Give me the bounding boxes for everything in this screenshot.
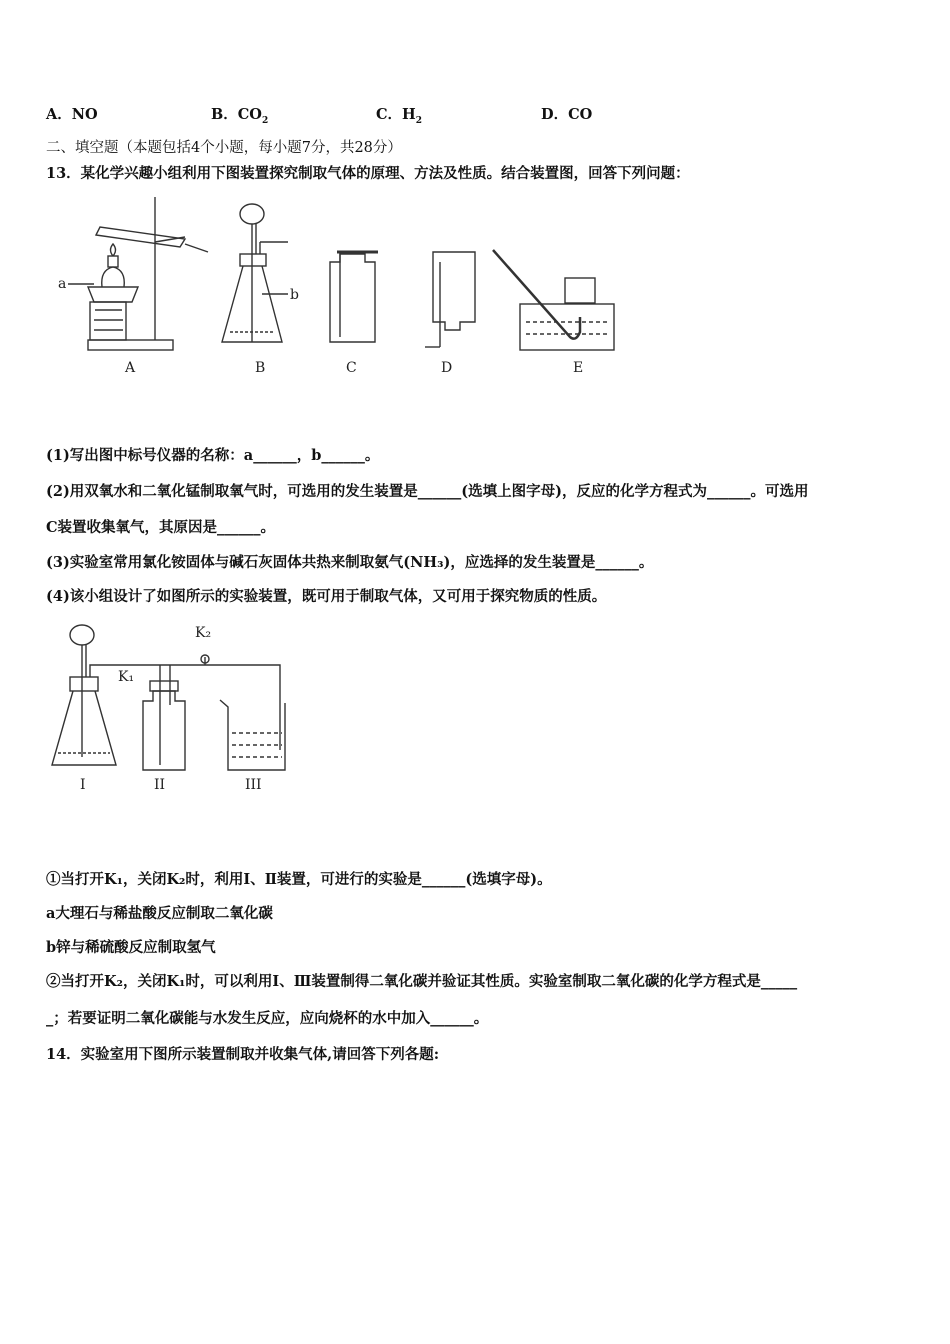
label-i: I	[80, 777, 86, 793]
label-B: B	[255, 360, 266, 376]
option-b: B．$CO_2$	[211, 106, 269, 126]
section-title: 二、填空题（本题包括4个小题，每小题7分，共28分）	[46, 140, 402, 156]
option-d: D．CO	[541, 106, 593, 123]
q13-sub2-line1: ②当打开K₂，关闭K₁时，可以利用Ⅰ、Ⅲ装置制得二氧化碳并验证其性质。实验室制取二氧化碳的化学方程式是_____	[46, 973, 798, 990]
q13-part4: (4)该小组设计了如图所示的实验装置，既可用于制取气体，又可用于探究物质的性质。	[46, 588, 607, 605]
apparatus-c	[330, 252, 378, 376]
beaker-iii	[220, 700, 285, 793]
q13-sub2-line2: _；若要证明二氧化碳能与水发生反应，应向烧杯的水中加入______。	[46, 1010, 489, 1027]
label-C: C	[346, 360, 357, 376]
label-b: b	[290, 287, 299, 303]
label-ii: II	[154, 777, 166, 793]
q13-part2-line2: C装置收集氧气，其原因是______。	[46, 519, 276, 536]
flask-i	[52, 625, 116, 793]
option-c: C．$H_2$	[376, 106, 423, 126]
option-a: A．NO	[46, 106, 98, 123]
label-E: E	[573, 360, 584, 376]
apparatus-b	[222, 204, 299, 376]
q13-part2-line1: (2)用双氧水和二氧化锰制取氧气时，可选用的发生装置是______(选填上图字母)，反应的化学方程式为______。可选用	[46, 483, 809, 500]
label-iii: III	[245, 777, 262, 793]
apparatus-a	[58, 197, 208, 376]
q13-part1: (1)写出图中标号仪器的名称：a______，b______。	[46, 447, 380, 464]
bottle-ii	[118, 665, 185, 793]
label-k1: K₁	[118, 669, 135, 685]
label-a: a	[58, 276, 67, 292]
q13-option-a: a大理石与稀盐酸反应制取二氧化碳	[46, 905, 273, 922]
label-k2: K₂	[195, 625, 212, 641]
q13-option-b: b锌与稀硫酸反应制取氢气	[46, 939, 216, 956]
q13-sub1: ①当打开K₁，关闭K₂时，利用Ⅰ、Ⅱ装置，可进行的实验是______(选填字母)。	[46, 871, 552, 888]
q14-stem: 14．实验室用下图所示装置制取并收集气体,请回答下列各题:	[46, 1046, 440, 1063]
q13-stem: 13．某化学兴趣小组利用下图装置探究制取气体的原理、方法及性质。结合装置图，回答下列问题：	[46, 165, 690, 182]
apparatus-figure-2	[40, 615, 310, 800]
apparatus-e	[493, 250, 614, 376]
apparatus-d	[425, 252, 475, 376]
apparatus-figure-1	[50, 192, 630, 382]
label-D: D	[441, 360, 453, 376]
label-A: A	[125, 360, 136, 376]
q13-part3: (3)实验室常用氯化铵固体与碱石灰固体共热来制取氨气(NH₃)，应选择的发生装置是______。	[46, 554, 654, 571]
